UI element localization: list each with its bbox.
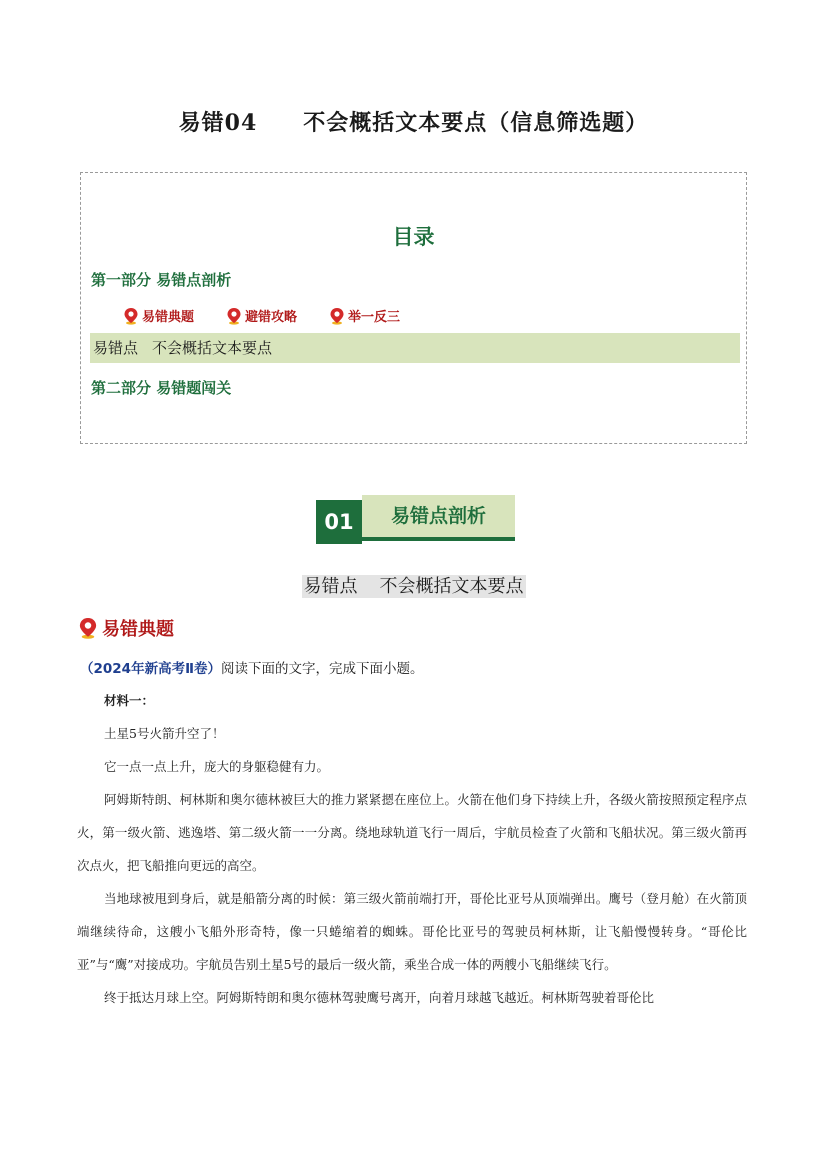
point-title-text: 不会概括文本要点: [379, 576, 524, 597]
toc-point-label: 易错点: [93, 339, 139, 357]
sub-heading: [78, 615, 174, 641]
toc-tag-label: 避错攻略: [245, 310, 298, 325]
toc-tag-label: 举一反三: [348, 310, 401, 325]
sub-heading-text: 易错典题: [102, 619, 174, 640]
location-pin-icon: [226, 307, 242, 325]
point-title: [0, 572, 827, 598]
section-underline: [362, 537, 515, 541]
point-title-label: 易错点: [303, 576, 358, 597]
location-pin-icon: [329, 307, 345, 325]
page-title: [0, 106, 827, 137]
location-pin-icon: [78, 616, 98, 640]
toc-point-text: 不会概括文本要点: [152, 339, 273, 357]
location-pin-icon: [123, 307, 139, 325]
toc-point-link[interactable]: [90, 333, 740, 363]
material-label: 材料一：: [104, 693, 155, 708]
question-instruction: 阅读下面的文字，完成下面小题。: [220, 661, 424, 677]
material-body: [77, 684, 747, 1014]
question-intro: [80, 657, 423, 677]
question-source: （2024年新高考Ⅱ卷）: [80, 661, 221, 677]
page-title-code: 易错04: [178, 110, 258, 136]
paragraph: 它一点一点上升，庞大的身躯稳健有力。: [104, 759, 330, 774]
toc-tags: [123, 306, 400, 325]
paragraph: 阿姆斯特朗、柯林斯和奥尔德林被巨大的推力紧紧摁在座位上。火箭在他们身下持续上升，各级火箭按照预定程序点火，第一级火箭、逃逸塔、第二级火箭一一分离。绕地球轨道飞行一周后，宇航员检查了火箭和飞船状况。第三级火箭再次点火，把飞船推向更远的高空。: [77, 792, 747, 873]
toc-tag-practice[interactable]: [329, 306, 400, 325]
toc-tag-label: 易错典题: [142, 310, 195, 325]
table-of-contents: [80, 172, 747, 444]
toc-heading: 目录: [392, 225, 435, 249]
toc-tag-strategy[interactable]: [226, 306, 297, 325]
toc-part-one-link[interactable]: 第一部分 易错点剖析: [91, 271, 232, 289]
toc-part-two-link[interactable]: 第二部分 易错题闯关: [91, 379, 232, 397]
section-label: 易错点剖析: [362, 495, 515, 537]
paragraph: 终于抵达月球上空。阿姆斯特朗和奥尔德林驾驶鹰号离开，向着月球越飞越近。柯林斯驾驶着哥伦比: [104, 990, 655, 1005]
paragraph: 当地球被甩到身后，就是船箭分离的时候：第三级火箭前端打开，哥伦比亚号从顶端弹出。鹰号（登月舱）在火箭顶端继续待命，这艘小飞船外形奇特，像一只蜷缩着的蜘蛛。哥伦比亚号的驾驶员柯林斯，让飞船慢慢转身。“哥伦比亚”与“鹰”对接成功。宇航员告别土星5号的最后一级火箭，乘坐合成一体的两艘小飞船继续飞行。: [77, 891, 747, 972]
page-title-text: 不会概括文本要点（信息筛选题）: [303, 110, 649, 136]
paragraph: 土星5号火箭升空了！: [104, 726, 225, 741]
section-badge: [316, 495, 515, 544]
toc-tag-typical[interactable]: [123, 306, 194, 325]
section-number: 01: [316, 500, 362, 544]
